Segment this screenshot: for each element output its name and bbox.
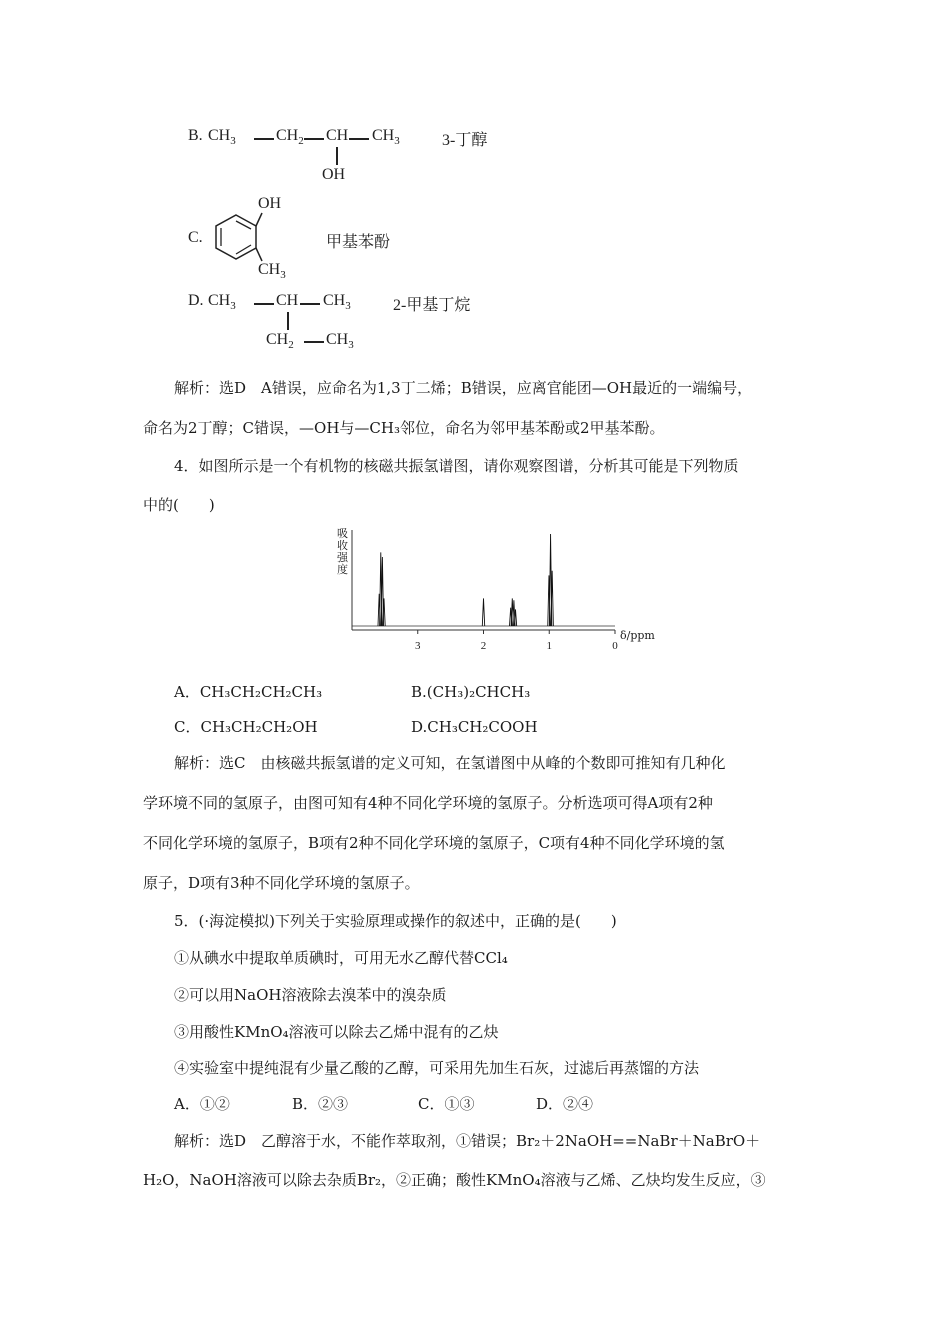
analysis-4-line-3: 不同化学环境的氢原子，B项有2种不同化学环境的氢原子，C项有4种不同化学环境的氢 xyxy=(143,834,725,852)
x-tick-label: 1 xyxy=(546,640,552,652)
option-5c: C．①③ xyxy=(418,1095,475,1113)
bond xyxy=(336,147,338,165)
ch3-group: $CH_3$ xyxy=(326,331,354,351)
analysis-5-line-2: H₂O，NaOH溶液可以除去杂质Br₂，②正确；酸性KMnO₄溶液与乙烯、乙炔均发生反应，③ xyxy=(143,1171,766,1189)
question-4-line-1: 4．如图所示是一个有机物的核磁共振氢谱图，请你观察图谱，分析其可能是下列物质 xyxy=(174,457,739,475)
option-label: B. xyxy=(188,127,203,144)
statement-4: ④实验室中提纯混有少量乙酸的乙醇，可采用先加生石灰，过滤后再蒸馏的方法 xyxy=(174,1059,700,1077)
analysis-4-line-4: 原子，D项有3种不同化学环境的氢原子。 xyxy=(143,874,420,892)
analysis-3-line-2: 命名为2丁醇；C错误，—OH与—CH₃邻位，命名为邻甲基苯酚或2甲基苯酚。 xyxy=(143,419,665,437)
option-label: C. xyxy=(188,229,203,246)
bond xyxy=(300,303,320,305)
compound-name: 2-甲基丁烷 xyxy=(393,297,471,314)
ch-group: CH xyxy=(276,292,299,309)
statement-3: ③用酸性KMnO₄溶液可以除去乙烯中混有的乙炔 xyxy=(174,1023,499,1041)
option-4d: D.CH₃CH₂COOH xyxy=(411,718,538,736)
ch3-group: $CH_3$ xyxy=(258,261,286,281)
ch2-group: $CH_2$ xyxy=(276,127,304,147)
option-4b: B.(CH₃)₂CHCH₃ xyxy=(411,683,531,701)
bond xyxy=(254,303,274,305)
question-4-line-2: 中的( ) xyxy=(143,496,215,514)
ch3-group: $CH_3$ xyxy=(323,292,351,312)
bond xyxy=(304,341,324,343)
compound-name: 甲基苯酚 xyxy=(326,234,391,251)
option-4a: A．CH₃CH₂CH₂CH₃ xyxy=(174,683,323,701)
option-5b: B．②③ xyxy=(292,1095,349,1113)
ch-group: CH xyxy=(326,127,349,144)
oh-group: OH xyxy=(258,195,282,212)
compound-name: 3-丁醇 xyxy=(442,132,488,149)
x-axis-label: δ/ppm xyxy=(620,629,655,642)
option-5d: D．②④ xyxy=(536,1095,594,1113)
analysis-3-line-1: 解析：选D A错误，应命名为1,3丁二烯；B错误，应离官能团—OH最近的一端编号， xyxy=(174,379,753,397)
analysis-4-line-2: 学环境不同的氢原子，由图可知有4种不同化学环境的氢原子。分析选项可得A项有2种 xyxy=(143,794,713,812)
ch3-group: $CH_3$ xyxy=(372,127,400,147)
ticks-group xyxy=(415,630,618,652)
bond xyxy=(304,138,324,140)
question-5-stem: 5．(·海淀模拟)下列关于实验原理或操作的叙述中，正确的是( ) xyxy=(174,912,617,930)
y-axis-label: 吸收强度 xyxy=(337,527,348,576)
nmr-peak-line xyxy=(482,598,484,626)
oh-group: OH xyxy=(322,166,346,183)
option-label: D. xyxy=(188,292,204,309)
x-tick-label: 2 xyxy=(480,640,487,652)
x-tick-label: 0 xyxy=(612,640,618,652)
nmr-spectrum-chart xyxy=(330,525,660,655)
peaks-group xyxy=(378,534,553,626)
ch3-group: $CH_3$ xyxy=(208,292,236,312)
statement-1: ①从碘水中提取单质碘时，可用无水乙醇代替CCl₄ xyxy=(174,949,508,967)
bond xyxy=(287,312,289,330)
ch3-group: $CH_3$ xyxy=(208,127,236,147)
bond xyxy=(254,138,274,140)
x-tick-label: 3 xyxy=(415,640,421,652)
analysis-4-line-1: 解析：选C 由核磁共振氢谱的定义可知，在氢谱图中从峰的个数即可推知有几种化 xyxy=(174,754,726,772)
analysis-5-line-1: 解析：选D 乙醇溶于水，不能作萃取剂，①错误；Br₂＋2NaOH==NaBr＋NaBrO＋ xyxy=(174,1132,761,1150)
statement-2: ②可以用NaOH溶液除去溴苯中的溴杂质 xyxy=(174,986,447,1004)
option-5a: A．①② xyxy=(174,1095,230,1113)
ch2-group: $CH_2$ xyxy=(266,331,294,351)
bond xyxy=(349,138,369,140)
option-4c: C．CH₃CH₂CH₂OH xyxy=(174,718,318,736)
